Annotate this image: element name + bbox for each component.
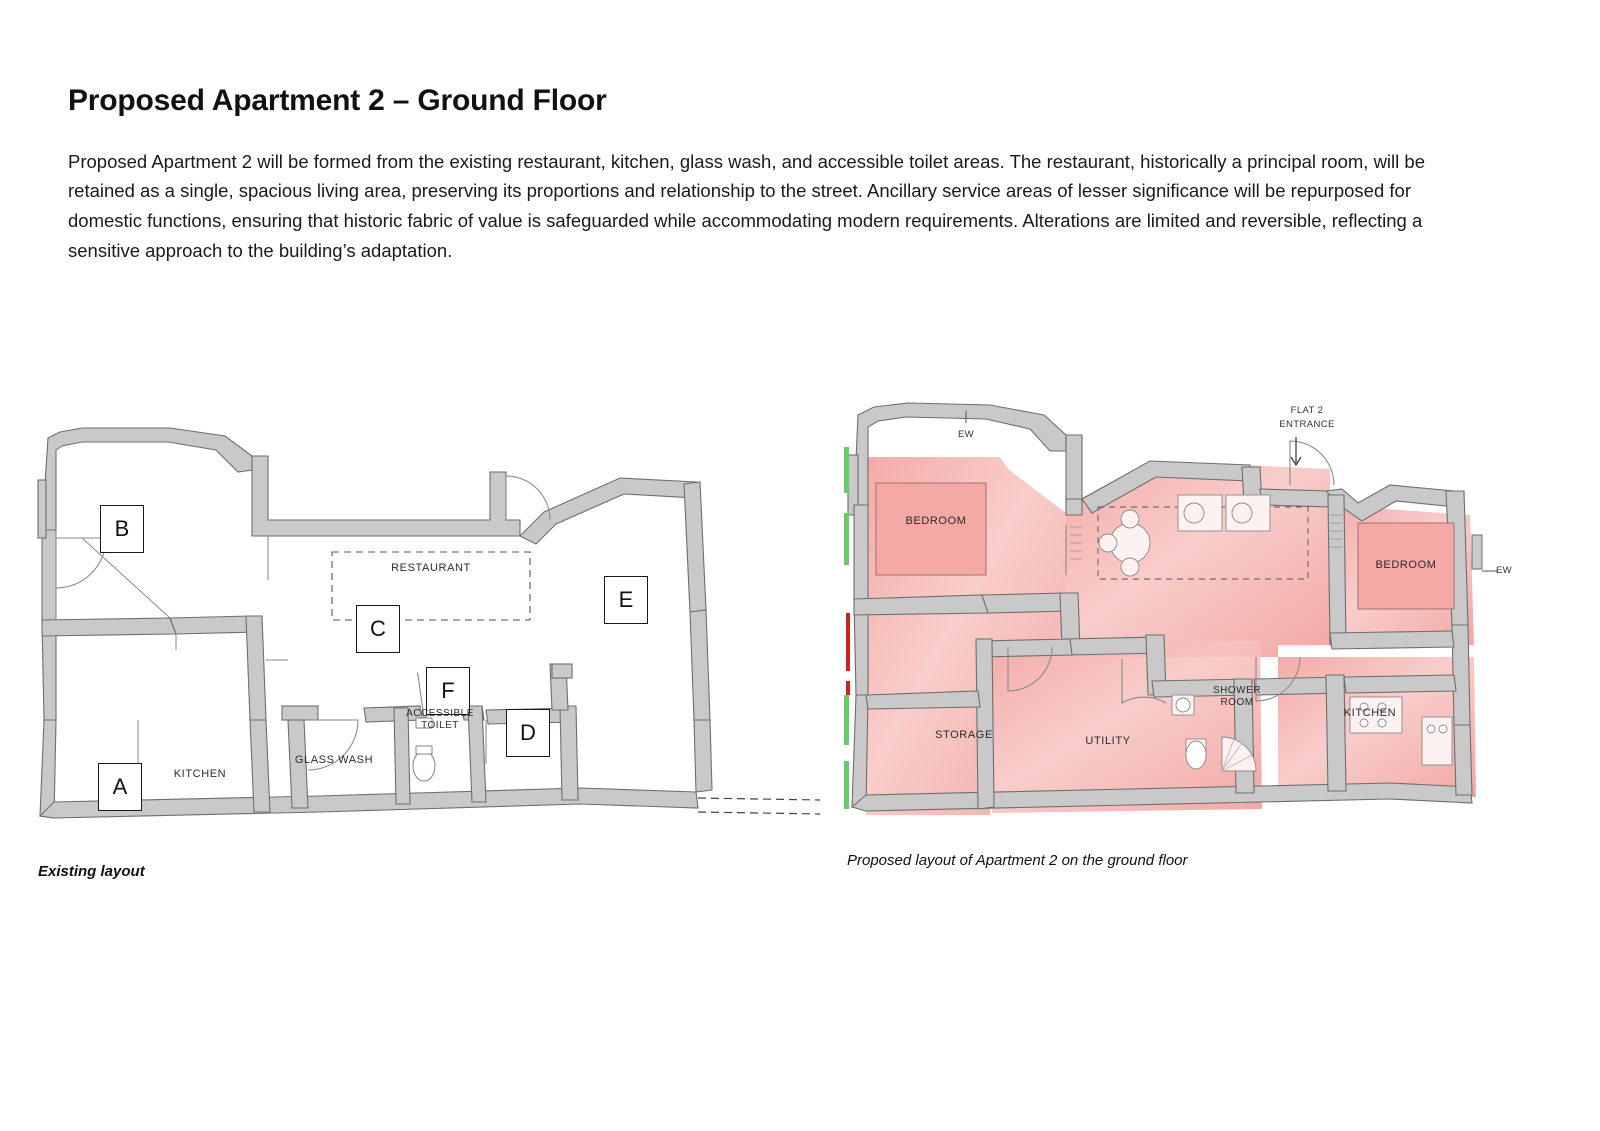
label-kitchen: KITCHEN	[173, 768, 227, 780]
key-box-b: B	[100, 505, 144, 553]
label-accessible-toilet-2: TOILET	[421, 720, 459, 731]
proposed-floor-plan-drawing	[830, 395, 1590, 845]
key-box-f: F	[426, 667, 470, 715]
intro-paragraph: Proposed Apartment 2 will be formed from the existing restaurant, kitchen, glass wash, and accessible toilet areas. The restaurant, historically a principal room, will be retained as a single, spacious living area, preserving its proportions and relationship to the street. Ancillary service areas of lesser significance will be repurposed for domestic functions, ensuring that historic fabric of value is safeguarded while accommodating modern requirements. Alterations are limited and reversible, reflecting a sensitive approach to the building’s adaptation.	[68, 150, 1425, 262]
label-restaurant: RESTAURANT	[391, 562, 471, 574]
key-box-c: C	[356, 605, 400, 653]
proposed-layout-figure	[830, 395, 1590, 890]
label-utility: UTILITY	[1085, 735, 1131, 747]
page-title: Proposed Apartment 2 – Ground Floor	[68, 84, 607, 118]
annotation-ew-top: EW	[957, 429, 975, 440]
key-box-a: A	[98, 763, 142, 811]
label-bedroom-right: BEDROOM	[1375, 559, 1437, 571]
annotation-flat-entrance-1: FLAT 2	[1290, 405, 1324, 416]
label-glass-wash: GLASS WASH	[294, 754, 374, 766]
existing-layout-figure	[20, 420, 820, 890]
label-storage: STORAGE	[935, 729, 993, 741]
label-bedroom-left: BEDROOM	[905, 515, 967, 527]
label-shower-room-2: ROOM	[1220, 697, 1254, 708]
annotation-flat-entrance-2: ENTRANCE	[1279, 419, 1335, 430]
proposed-layout-caption: Proposed layout of Apartment 2 on the ground floor	[847, 852, 1188, 869]
label-kitchen-proposed: KITCHEN	[1343, 707, 1397, 719]
annotation-ew-right: EW	[1495, 565, 1513, 576]
label-accessible-toilet-1: ACCESSIBLE	[406, 708, 474, 719]
key-box-d: D	[506, 709, 550, 757]
label-shower-room-1: SHOWER	[1213, 685, 1261, 696]
key-box-e: E	[604, 576, 648, 624]
existing-layout-caption: Existing layout	[38, 863, 145, 880]
